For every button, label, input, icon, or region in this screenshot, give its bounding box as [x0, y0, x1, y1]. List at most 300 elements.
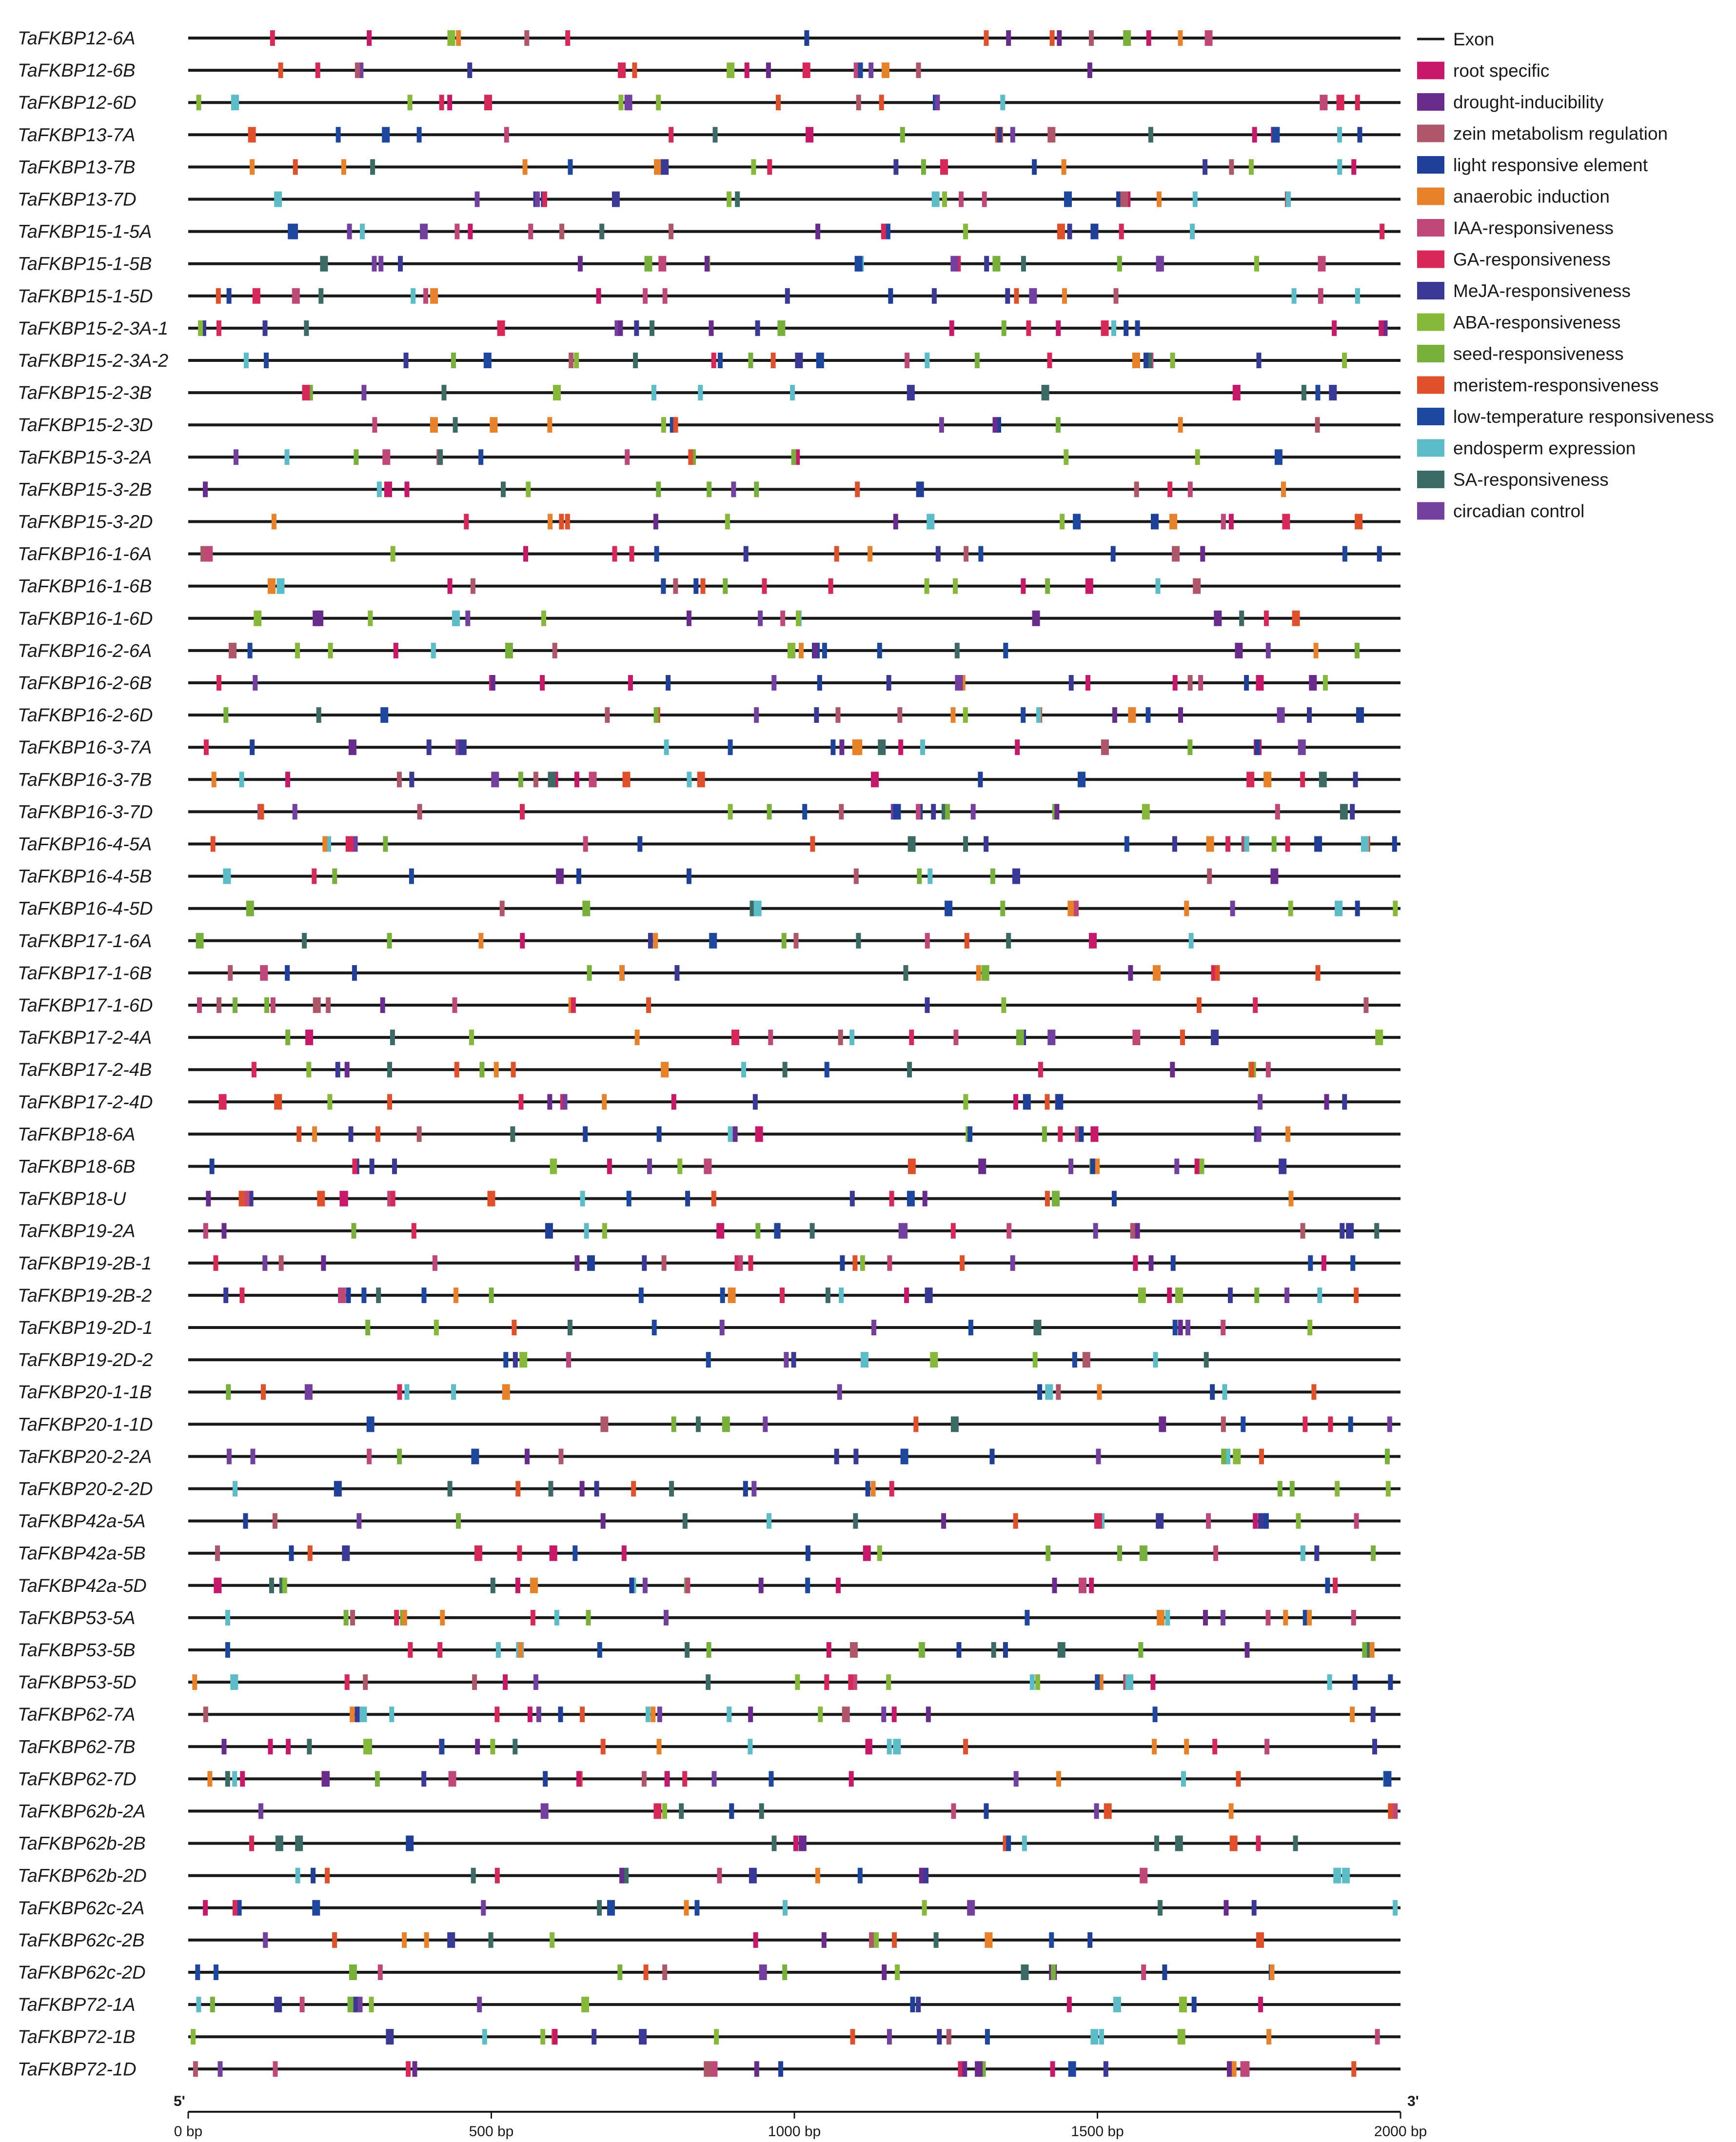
cis-element-mark	[1188, 481, 1193, 497]
cis-element-mark	[693, 578, 698, 594]
cis-element-mark	[1021, 578, 1026, 594]
cis-element-mark	[673, 578, 678, 594]
cis-element-mark	[456, 1513, 461, 1529]
cis-element-mark	[214, 1255, 218, 1271]
cis-element-mark	[755, 1126, 763, 1142]
cis-element-mark	[548, 514, 552, 530]
gene-label: TaFKBP72-1A	[18, 1995, 136, 2016]
cis-element-mark	[771, 353, 776, 368]
cis-element-mark	[574, 353, 579, 368]
cis-element-mark	[296, 1126, 301, 1142]
cis-element-mark	[1215, 965, 1220, 981]
cis-element-mark	[515, 1481, 520, 1497]
cis-element-mark	[1135, 320, 1140, 336]
cis-element-mark	[767, 159, 772, 175]
cis-element-mark	[963, 224, 968, 239]
cis-element-mark	[1003, 643, 1008, 658]
cis-element-mark	[574, 1255, 579, 1271]
cis-element-mark	[200, 546, 205, 562]
cis-element-mark	[748, 1739, 752, 1754]
cis-element-mark	[1221, 1416, 1226, 1432]
cis-element-mark	[409, 772, 414, 787]
axis-tick-label: 0 bp	[174, 2123, 203, 2140]
cis-element-mark	[320, 256, 328, 272]
cis-element-mark	[1078, 772, 1085, 787]
cis-element-mark	[1023, 1094, 1031, 1110]
cis-element-mark	[830, 739, 835, 755]
cis-element-mark	[205, 546, 213, 562]
cis-element-mark	[1117, 1546, 1122, 1561]
cis-element-mark	[471, 1868, 476, 1884]
legend-swatch	[1417, 62, 1444, 79]
cis-element-mark	[518, 1642, 523, 1658]
cis-element-mark	[887, 2029, 892, 2044]
cis-element-mark	[682, 1771, 687, 1786]
cis-element-mark	[1254, 256, 1259, 272]
cis-element-mark	[1278, 1481, 1282, 1497]
cis-element-mark	[882, 62, 889, 78]
cis-element-mark	[347, 224, 352, 239]
gene-row	[18, 609, 1401, 629]
cis-element-mark	[898, 739, 903, 755]
gene-row	[18, 770, 1401, 790]
cis-element-mark	[580, 1706, 585, 1722]
gene-label: TaFKBP16-1-6A	[18, 544, 152, 565]
cis-element-mark	[484, 95, 492, 110]
cis-element-mark	[1162, 1964, 1167, 1980]
cis-element-mark	[727, 192, 731, 207]
cis-element-mark	[312, 1900, 320, 1916]
cis-element-mark	[1223, 1384, 1227, 1400]
cis-element-mark	[1340, 1223, 1344, 1239]
gene-row	[18, 1963, 1401, 1983]
cis-element-mark	[1285, 836, 1290, 852]
cis-element-mark	[352, 1223, 356, 1239]
cis-element-mark	[1332, 320, 1337, 336]
gene-row	[18, 125, 1401, 145]
cis-element-mark	[1355, 95, 1360, 110]
cis-element-mark	[992, 256, 1000, 272]
gene-label: TaFKBP18-6B	[18, 1156, 136, 1177]
cis-element-mark	[647, 1159, 652, 1174]
cis-element-mark	[1089, 1578, 1094, 1593]
cis-element-mark	[519, 1352, 527, 1368]
cis-element-mark	[1014, 288, 1019, 304]
cis-element-mark	[895, 1964, 900, 1980]
cis-element-mark	[312, 869, 316, 884]
cis-element-mark	[953, 578, 958, 594]
cis-element-mark	[955, 675, 963, 691]
gene-label: TaFKBP13-7A	[18, 125, 136, 146]
cis-element-mark	[653, 1804, 661, 1819]
cis-element-mark	[709, 933, 717, 949]
cis-element-mark	[408, 95, 413, 110]
cis-element-mark	[704, 1159, 711, 1174]
legend-label: endosperm expression	[1453, 438, 1636, 458]
cis-element-mark	[687, 869, 691, 884]
axis-tick-label: 500 bp	[469, 2123, 514, 2140]
cis-element-mark	[1141, 1964, 1146, 1980]
cis-element-mark	[630, 546, 634, 562]
cis-element-mark	[666, 675, 671, 691]
cis-element-mark	[941, 1513, 946, 1529]
gene-row	[18, 1866, 1401, 1886]
legend-swatch	[1417, 377, 1444, 394]
legend-item	[1417, 218, 1614, 238]
cis-element-mark	[558, 1706, 563, 1722]
legend-swatch	[1417, 156, 1444, 174]
cis-element-mark	[908, 1159, 916, 1174]
cis-element-mark	[389, 1706, 394, 1722]
cis-element-mark	[1170, 1062, 1175, 1077]
cis-element-mark	[350, 1610, 355, 1626]
cis-element-mark	[1355, 288, 1360, 304]
cis-element-mark	[818, 1706, 823, 1722]
cis-element-mark	[312, 1126, 317, 1142]
cis-element-mark	[932, 288, 937, 304]
cis-element-mark	[1010, 127, 1015, 142]
cis-element-mark	[286, 1739, 291, 1754]
gene-row	[18, 1060, 1401, 1080]
cis-element-mark	[1000, 901, 1005, 916]
cis-element-mark	[932, 192, 940, 207]
cis-element-mark	[759, 1578, 764, 1593]
cis-element-mark	[295, 1836, 303, 1851]
cis-element-mark	[701, 578, 706, 594]
cis-element-mark	[454, 1288, 458, 1303]
cis-element-mark	[1258, 1094, 1263, 1110]
cis-element-mark	[1057, 30, 1062, 46]
cis-element-mark	[272, 514, 276, 530]
cis-element-mark	[467, 62, 472, 78]
gene-row	[18, 1995, 1401, 2015]
cis-element-mark	[720, 1288, 725, 1303]
cis-element-mark	[654, 707, 659, 723]
cis-element-mark	[916, 481, 924, 497]
cis-element-mark	[1085, 675, 1090, 691]
cis-element-mark	[1229, 1804, 1234, 1819]
cis-element-mark	[1153, 1352, 1158, 1368]
cis-element-mark	[490, 417, 497, 433]
cis-element-mark	[1074, 901, 1079, 916]
cis-element-mark	[762, 578, 767, 594]
cis-element-mark	[218, 2061, 223, 2077]
cis-element-mark	[452, 611, 460, 626]
cis-element-mark	[346, 836, 354, 852]
cis-element-mark	[1227, 2061, 1232, 2077]
gene-label: TaFKBP17-2-4D	[18, 1092, 153, 1113]
cis-element-mark	[1371, 1546, 1376, 1561]
gene-label: TaFKBP16-3-7B	[18, 770, 152, 791]
cis-element-mark	[1165, 1610, 1170, 1626]
cis-element-mark	[1006, 30, 1011, 46]
cis-element-mark	[1221, 1320, 1225, 1335]
cis-element-mark	[982, 965, 989, 981]
cis-element-mark	[372, 256, 377, 272]
cis-element-mark	[421, 1771, 426, 1786]
legend-item	[1417, 281, 1631, 301]
cis-element-mark	[1000, 95, 1005, 110]
cis-element-mark	[1393, 1900, 1398, 1916]
cis-element-mark	[782, 1964, 787, 1980]
cis-element-mark	[1069, 675, 1074, 691]
cis-element-mark	[936, 546, 941, 562]
cis-element-mark	[669, 1481, 674, 1497]
gene-label: TaFKBP15-3-2A	[18, 447, 152, 468]
cis-element-mark	[1309, 675, 1317, 691]
cis-element-mark	[1277, 707, 1285, 723]
cis-element-mark	[1393, 1804, 1398, 1819]
gene-row	[18, 1511, 1401, 1532]
cis-element-mark	[1189, 933, 1194, 949]
cis-element-mark	[404, 353, 409, 368]
gene-label: TaFKBP12-6B	[18, 60, 136, 81]
cis-element-mark	[285, 965, 290, 981]
cis-element-mark	[1214, 611, 1222, 626]
cis-element-mark	[1181, 1771, 1186, 1786]
cis-element-mark	[1393, 901, 1398, 916]
cis-element-mark	[685, 1578, 690, 1593]
cis-element-mark	[211, 836, 216, 852]
cis-element-mark	[520, 933, 525, 949]
cis-element-mark	[328, 643, 333, 658]
cis-element-mark	[448, 30, 455, 46]
cis-element-mark	[305, 1384, 313, 1400]
five-prime-label: 5'	[174, 2093, 185, 2109]
cis-element-mark	[231, 95, 239, 110]
cis-element-mark	[854, 739, 862, 755]
cis-element-mark	[942, 192, 947, 207]
cis-element-mark	[794, 933, 799, 949]
cis-element-mark	[1374, 1223, 1379, 1239]
cis-element-mark	[1153, 1706, 1158, 1722]
cis-element-mark	[214, 1578, 221, 1593]
cis-element-mark	[244, 353, 249, 368]
gene-label: TaFKBP19-2D-2	[18, 1350, 153, 1371]
cis-element-mark	[780, 611, 785, 626]
cis-element-mark	[1193, 578, 1201, 594]
legend-label: root specific	[1453, 60, 1550, 81]
cis-element-mark	[920, 739, 925, 755]
legend-label: zein metabolism regulation	[1453, 123, 1668, 144]
cis-element-mark	[226, 1384, 231, 1400]
gene-label: TaFKBP15-2-3A-1	[18, 318, 169, 339]
cis-element-mark	[556, 869, 564, 884]
cis-element-mark	[273, 2061, 278, 2077]
cis-element-mark	[907, 1191, 915, 1207]
cis-element-mark	[982, 192, 987, 207]
cis-element-mark	[342, 1546, 350, 1561]
cis-element-mark	[332, 869, 337, 884]
cis-element-mark	[197, 1997, 201, 2012]
cis-element-mark	[1175, 1836, 1183, 1851]
cis-element-mark	[1386, 1481, 1391, 1497]
cis-element-mark	[471, 1448, 479, 1464]
cis-element-mark	[1259, 1448, 1264, 1464]
legend-item	[1417, 376, 1659, 396]
cis-element-mark	[856, 933, 861, 949]
cis-element-mark	[984, 1804, 989, 1819]
cis-element-mark	[810, 1223, 815, 1239]
cis-element-mark	[1253, 997, 1258, 1013]
cis-element-mark	[921, 159, 926, 175]
cis-element-mark	[361, 385, 366, 400]
gene-label: TaFKBP20-1-1D	[18, 1414, 153, 1435]
cis-element-mark	[1263, 772, 1271, 787]
legend-item	[1417, 407, 1714, 427]
cis-element-mark	[491, 772, 499, 787]
gene-label: TaFKBP15-1-5B	[18, 254, 152, 275]
gene-label: TaFKBP17-1-6A	[18, 931, 152, 952]
cis-element-mark	[1140, 1868, 1147, 1884]
cis-element-mark	[1148, 127, 1153, 142]
cis-element-mark	[1337, 127, 1342, 142]
cis-element-mark	[623, 772, 631, 787]
cis-element-mark	[984, 256, 989, 272]
cis-element-mark	[559, 1448, 564, 1464]
legend-label: drought-inducibility	[1453, 92, 1604, 112]
cis-element-mark	[1178, 2029, 1185, 2044]
cis-element-mark	[651, 385, 656, 400]
cis-element-mark	[494, 1706, 499, 1722]
gene-label: TaFKBP62-7A	[18, 1705, 136, 1726]
cis-element-mark	[1298, 739, 1306, 755]
cis-element-mark	[759, 1964, 767, 1980]
cis-element-mark	[705, 256, 710, 272]
cis-element-mark	[661, 1062, 669, 1077]
cis-element-mark	[1006, 1836, 1011, 1851]
gene-row	[18, 254, 1401, 275]
cis-element-mark	[907, 385, 915, 400]
cis-element-mark	[643, 288, 648, 304]
legend-swatch	[1417, 439, 1444, 457]
gene-label: TaFKBP42a-5D	[18, 1575, 147, 1596]
cis-element-mark	[651, 1706, 655, 1722]
cis-element-mark	[1042, 385, 1049, 400]
gene-row	[18, 479, 1401, 500]
cis-element-mark	[657, 1739, 662, 1754]
cis-element-mark	[1316, 965, 1321, 981]
gene-row	[18, 1479, 1401, 1500]
cis-element-mark	[448, 578, 453, 594]
legend-item	[1417, 250, 1611, 270]
cis-element-mark	[709, 320, 714, 336]
cis-element-mark	[1114, 288, 1119, 304]
gene-label: TaFKBP62c-2D	[18, 1963, 146, 1983]
cis-element-mark	[753, 1932, 758, 1948]
gene-label: TaFKBP17-2-4A	[18, 1028, 152, 1049]
cis-element-mark	[1333, 1868, 1341, 1884]
cis-element-mark	[877, 1546, 882, 1561]
cis-element-mark	[644, 1964, 649, 1980]
cis-element-mark	[1068, 2061, 1076, 2077]
cis-element-mark	[738, 1255, 743, 1271]
legend-swatch	[1417, 408, 1444, 425]
cis-element-mark	[971, 804, 976, 819]
cis-element-mark	[1335, 1481, 1340, 1497]
cis-element-mark	[349, 1126, 354, 1142]
cis-element-mark	[925, 997, 930, 1013]
cis-element-mark	[339, 1191, 344, 1207]
cis-element-mark	[500, 901, 505, 916]
cis-element-mark	[759, 1804, 764, 1819]
cis-element-mark	[285, 1030, 290, 1045]
cis-element-mark	[583, 1126, 588, 1142]
cis-element-mark	[913, 1416, 918, 1432]
cis-element-mark	[282, 1578, 287, 1593]
cis-element-mark	[511, 1062, 516, 1077]
gene-row	[18, 1544, 1401, 1564]
gene-rows	[18, 28, 1401, 2080]
cis-element-mark	[1128, 965, 1133, 981]
cis-element-mark	[861, 1352, 868, 1368]
cis-element-mark	[805, 1578, 810, 1593]
cis-element-mark	[727, 62, 734, 78]
cis-element-mark	[1132, 353, 1140, 368]
cis-element-mark	[1329, 385, 1337, 400]
cis-element-mark	[619, 95, 624, 110]
cis-element-mark	[1056, 1771, 1061, 1786]
cis-element-mark	[545, 1223, 553, 1239]
cis-element-mark	[513, 1739, 517, 1754]
cis-element-mark	[367, 1448, 372, 1464]
cis-element-mark	[1230, 901, 1235, 916]
gene-row	[18, 1286, 1401, 1306]
cis-element-mark	[926, 1706, 931, 1722]
cis-element-mark	[586, 1610, 591, 1626]
cis-element-mark	[886, 224, 890, 239]
cis-element-mark	[1173, 1320, 1178, 1335]
cis-element-mark	[1032, 159, 1037, 175]
cis-element-mark	[525, 1448, 530, 1464]
gene-row	[18, 1253, 1401, 1274]
cis-element-mark	[871, 1481, 876, 1497]
cis-element-mark	[863, 1546, 871, 1561]
cis-element-mark	[714, 2029, 719, 2044]
legend-swatch	[1417, 188, 1444, 205]
cis-element-mark	[806, 1546, 810, 1561]
cis-element-mark	[536, 1706, 541, 1722]
cis-element-mark	[1146, 707, 1151, 723]
cis-element-mark	[704, 2061, 711, 2077]
cis-element-mark	[523, 159, 528, 175]
gene-label: TaFKBP12-6A	[18, 28, 136, 49]
cis-element-mark	[791, 1352, 796, 1368]
cis-element-mark	[782, 933, 787, 949]
cis-element-mark	[904, 965, 908, 981]
cis-element-mark	[478, 933, 483, 949]
cis-element-mark	[951, 1804, 956, 1819]
cis-element-mark	[225, 1771, 230, 1786]
cis-element-mark	[1178, 30, 1183, 46]
cis-element-mark	[1233, 1448, 1241, 1464]
gene-label: TaFKBP16-3-7D	[18, 802, 153, 823]
cis-element-mark	[1371, 1706, 1376, 1722]
cis-element-mark	[1094, 1513, 1102, 1529]
cis-element-mark	[727, 1706, 731, 1722]
cis-element-mark	[940, 159, 948, 175]
cis-element-mark	[1346, 1223, 1354, 1239]
cis-element-mark	[1156, 578, 1161, 594]
gene-row	[18, 1414, 1401, 1435]
cis-element-mark	[1097, 1384, 1102, 1400]
cis-element-mark	[674, 965, 679, 981]
cis-element-mark	[227, 288, 232, 304]
gene-label: TaFKBP18-U	[18, 1189, 126, 1210]
cis-element-mark	[707, 1642, 711, 1658]
cis-element-mark	[1112, 1191, 1117, 1207]
gene-label: TaFKBP17-1-6D	[18, 995, 153, 1016]
